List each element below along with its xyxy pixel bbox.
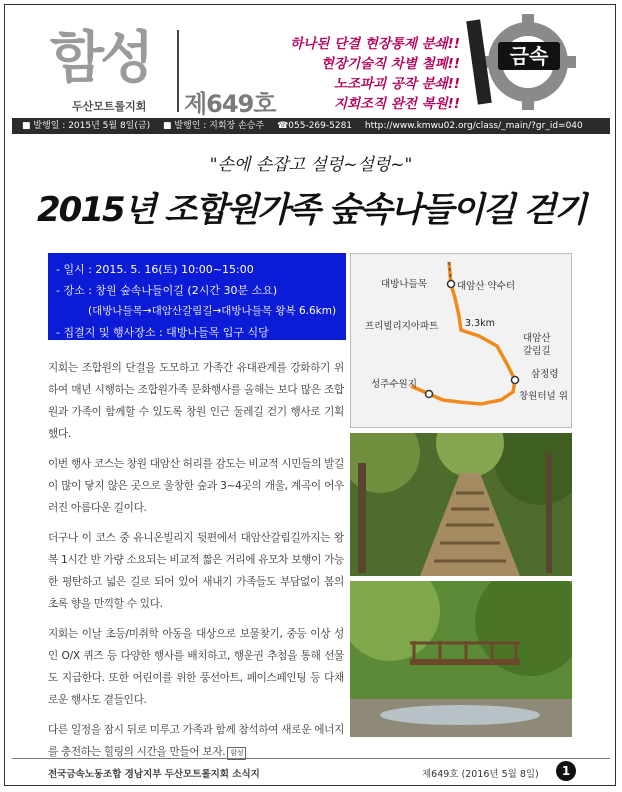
signature-stamp: 함성 [227, 747, 246, 760]
metal-union-emblem [460, 12, 584, 112]
forest-bridge-illustration [350, 581, 572, 737]
forest-trail-photo [350, 433, 572, 576]
website-link[interactable]: http://www.kmwu02.org/class/_main/?gr_id=040 [364, 121, 583, 131]
emblem-text: 금속 [509, 44, 549, 68]
event-info-box [48, 253, 346, 340]
body-paragraph: 이번 행사 코스는 창원 대암산 허리를 감도는 비교적 시민들의 발길이 많이 닿지 않은 곳으로 울창한 숲과 3~4곳의 개울, 계곡이 어우러진 아름다운 길이다. [48, 458, 344, 514]
slogan: 노조파괴 공작 분쇄!! [333, 76, 460, 92]
footer-publisher: 전국금속노동조합 경남지부 두산모트롤지회 소식지 [48, 769, 260, 780]
masthead [12, 10, 610, 118]
map-label: 대암산 약수터 [457, 281, 516, 292]
publisher: ■ 발행인 : 지회장 손승주 [162, 121, 265, 131]
article-subtitle: "손에 손잡고 설렁~설렁~" [209, 155, 413, 175]
closing-text: 다른 일정을 잠시 뒤로 미루고 가족과 함께 참석하여 새로운 에너지를 충전하는 힐링의 시간을 만들어 보자. [48, 724, 344, 758]
issue-number: 제649호 [184, 90, 276, 118]
phone-number: ☎055-269-5281 [277, 121, 353, 131]
publish-date: ■ 발행일 : 2015년 5월 8일(금) [22, 121, 151, 131]
slogan-list [270, 34, 460, 114]
map-label: 3.3km [465, 318, 495, 329]
map-label: 갈림길 [523, 346, 551, 357]
map-label: 대암산 [523, 333, 551, 344]
event-meeting-point: - 집결지 및 행사장소 : 대방나들목 입구 식당 [56, 326, 269, 339]
masthead-divider [177, 30, 179, 112]
article-body [48, 357, 344, 771]
body-paragraph [48, 719, 344, 763]
map-label: 창원터널 위 [519, 391, 568, 402]
map-label: 프리빌리지아파트 [365, 321, 439, 332]
slogan: 지회조직 완전 복원!! [333, 96, 460, 112]
body-paragraph: 더구나 이 코스 중 유니온빌리지 뒷편에서 대암산갈림길까지는 왕복 1시간 반 가량 소요되는 비교적 짧은 거리에 유모차 보행이 가능한 평탄하고 넓은 길로 되어 있어 새내기 가족들도 부담없이 봄의 초록 향을 만끽할 수 있다. [48, 532, 344, 610]
footer-issue: 제649호 (2016년 5월 8일) [422, 769, 539, 780]
article-headline: 2015년 조합원가족 숲속나들이길 걷기 [37, 190, 585, 230]
event-route: (대방나들목→대암산갈림길→대방나들목 왕복 6.6km) [88, 305, 337, 317]
footer-divider [12, 758, 610, 759]
event-date: - 일시 : 2015. 5. 16(토) 10:00~15:00 [56, 263, 254, 276]
event-place: - 장소 : 창원 숲속나들이길 (2시간 30분 소요) [56, 284, 278, 297]
slogan: 현장기술직 차별 철폐!! [320, 56, 460, 72]
body-paragraph: 지회는 이날 초등/미취학 아동을 대상으로 보물찾기, 중등 이상 성인 O/X 퀴즈 등 다양한 행사를 배치하고, 행운권 추첨을 통해 선물도 지급한다. 또한 어린이를 위한 풍선아트, 페이스페인팅 등 다채로운 행사도 곁들인다. [48, 628, 344, 706]
map-label: 삼정령 [531, 369, 559, 380]
forest-bridge-photo [350, 581, 572, 737]
publication-info-bar [12, 118, 610, 134]
union-branch-name: 두산모트롤지회 [72, 100, 147, 113]
slogan: 하나된 단결 현장통제 분쇄!! [290, 36, 460, 52]
map-label: 성주수원지 [371, 379, 417, 390]
forest-trail-illustration [350, 433, 572, 576]
trail-map [350, 253, 572, 428]
map-label: 대방나들목 [381, 279, 427, 290]
body-paragraph: 지회는 조합원의 단결을 도모하고 가족간 유대관계를 강화하기 위하여 매년 시행하는 조합원가족 문화행사를 올해는 보다 많은 조합원과 가족이 함께할 수 있도록 창원 인근 둘레길 걷기 행사로 기획했다. [48, 362, 344, 440]
newsletter-name: 함성 [50, 26, 151, 91]
page-number: 1 [556, 761, 576, 781]
